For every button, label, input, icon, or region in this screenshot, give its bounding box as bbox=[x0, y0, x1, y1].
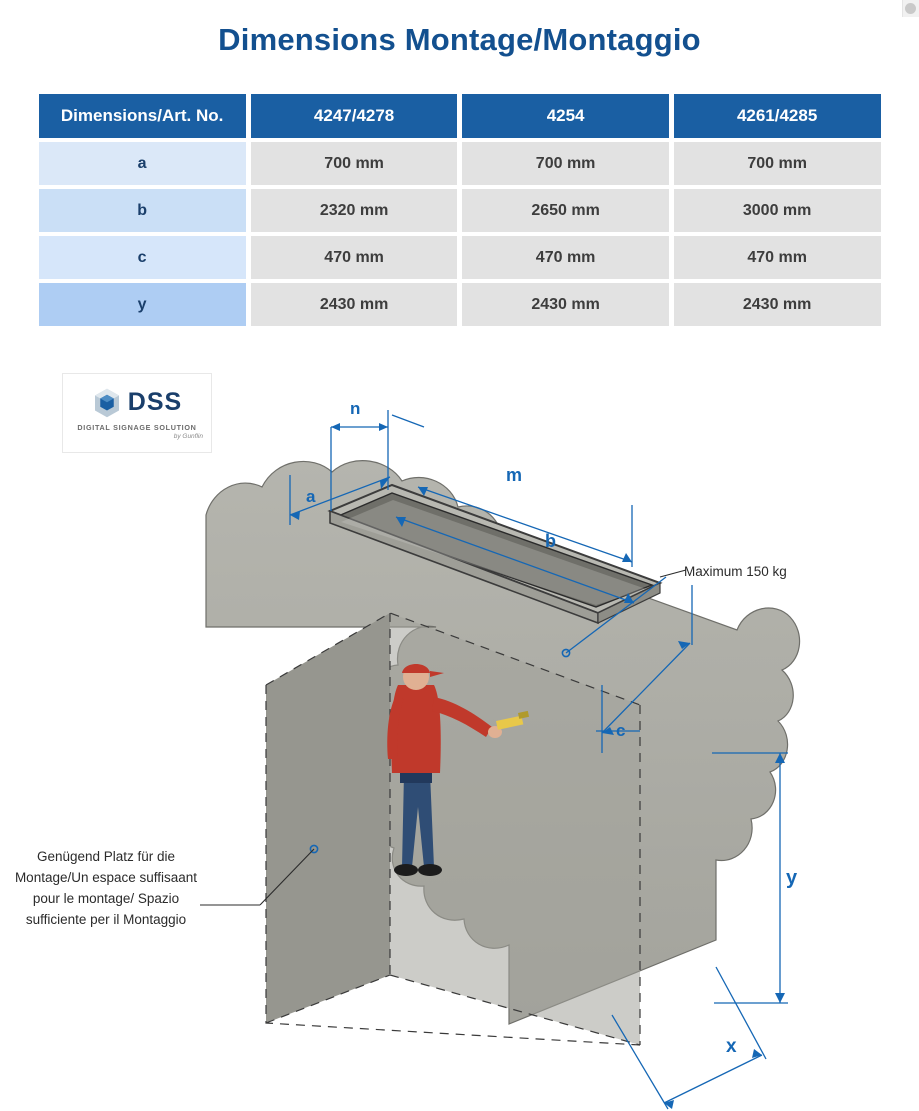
row-label-y: y bbox=[39, 283, 246, 326]
dss-logo-byline: by Gunflin bbox=[173, 432, 203, 440]
row-label-a: a bbox=[39, 142, 246, 185]
cell-a-2: 700 mm bbox=[462, 142, 668, 185]
cell-y-1: 2430 mm bbox=[251, 283, 458, 326]
cell-c-2: 470 mm bbox=[462, 236, 668, 279]
dimension-label-c: c bbox=[616, 721, 626, 740]
cell-y-3: 2430 mm bbox=[674, 283, 881, 326]
scrollbar-thumb[interactable] bbox=[905, 3, 916, 14]
dimension-label-n: n bbox=[350, 399, 361, 418]
cell-b-2: 2650 mm bbox=[462, 189, 668, 232]
table-row bbox=[39, 142, 881, 185]
scrollbar-vertical[interactable] bbox=[902, 0, 919, 17]
isometric-scene bbox=[0, 355, 919, 1111]
cell-b-3: 3000 mm bbox=[674, 189, 881, 232]
dss-logo-text: DSS bbox=[127, 388, 183, 416]
table-row bbox=[39, 189, 881, 232]
cell-c-3: 470 mm bbox=[674, 236, 881, 279]
dimension-label-a: a bbox=[306, 487, 316, 506]
annotation-max-load: Maximum 150 kg bbox=[684, 564, 787, 579]
table-header-col-3: 4261/4285 bbox=[674, 94, 881, 138]
table-header-row bbox=[39, 94, 881, 138]
dimension-label-y: y bbox=[786, 867, 798, 889]
cell-a-1: 700 mm bbox=[251, 142, 458, 185]
table-row bbox=[39, 236, 881, 279]
table-header-col-2: 4254 bbox=[462, 94, 668, 138]
cell-c-1: 470 mm bbox=[251, 236, 458, 279]
page-title: Dimensions Montage/Montaggio bbox=[218, 22, 701, 57]
row-label-b: b bbox=[39, 189, 246, 232]
dss-logo-tagline: DIGITAL SIGNAGE SOLUTION bbox=[77, 422, 197, 432]
dimension-label-m: m bbox=[506, 465, 523, 485]
dimension-label-b: b bbox=[545, 531, 556, 551]
row-label-c: c bbox=[39, 236, 246, 279]
cell-a-3: 700 mm bbox=[674, 142, 881, 185]
table-row bbox=[39, 283, 881, 326]
dimension-label-x: x bbox=[726, 1036, 737, 1057]
mounting-diagram bbox=[0, 355, 919, 1111]
dimensions-table bbox=[34, 90, 886, 330]
annotation-space-note: Genügend Platz für die Montage/Un espace suffisaant pour le montage/ Spazio sufficiente per il Montaggio bbox=[14, 849, 198, 927]
cell-y-2: 2430 mm bbox=[462, 283, 668, 326]
table-header-label: Dimensions/Art. No. bbox=[39, 94, 246, 138]
table-header-col-1: 4247/4278 bbox=[251, 94, 458, 138]
cell-b-1: 2320 mm bbox=[251, 189, 458, 232]
